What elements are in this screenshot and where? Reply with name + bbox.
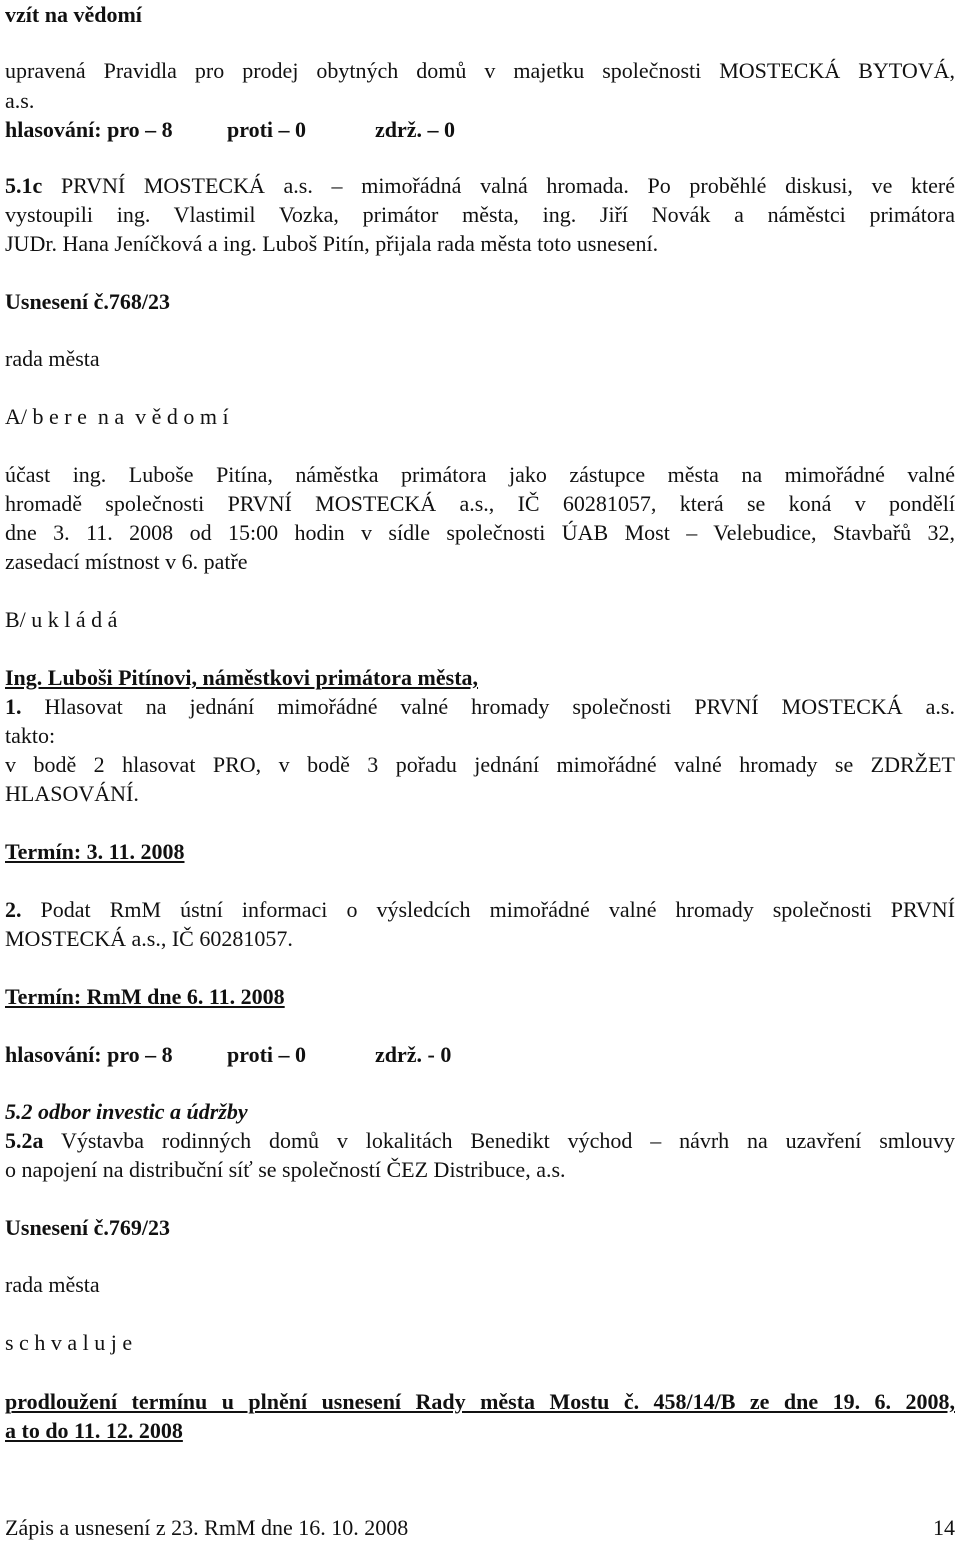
task1-text: Hlasovat na jednání mimořádné valné hromady společnosti PRVNÍ MOSTECKÁ a.s. — [44, 694, 955, 719]
task1-line3: v bodě 2 hlasovat PRO, v bodě 3 pořadu jednání mimořádné valné hromady se ZDRŽET — [5, 752, 955, 777]
top-heading: vzít na vědomí — [5, 2, 142, 27]
resolution-769-title: Usnesení č.769/23 — [5, 1215, 170, 1240]
item-5-2a-text: Výstavba rodinných domů v lokalitách Benedikt východ – návrh na uzavření smlouvy — [60, 1128, 955, 1153]
item-5-2a-line2: o napojení na distribuční síť se společností ČEZ Distribuce, a.s. — [5, 1157, 566, 1182]
resolution-769-line1: prodloužení termínu u plnění usnesení Rady města Mostu č. 458/14/B ze dne 19. 6. 2008, — [5, 1389, 955, 1414]
vote2-label: hlasování: pro – 8 — [5, 1042, 173, 1067]
resolution-768-section-b: B/ u k l á d á — [5, 607, 118, 632]
section-a-line2: hromadě společnosti PRVNÍ MOSTECKÁ a.s., IČ 60281057, která se koná v pondělí — [5, 491, 955, 516]
task2-line1 — [5, 895, 955, 924]
deadline-2: Termín: RmM dne 6. 11. 2008 — [5, 984, 285, 1009]
item1-line1: upravená Pravidla pro prodej obytných domů v majetku společnosti MOSTECKÁ BYTOVÁ, — [5, 58, 955, 83]
resolution-769-line2: a to do 11. 12. 2008 — [5, 1418, 183, 1443]
page-number: 14 — [933, 1515, 955, 1540]
section-a-line3: dne 3. 11. 2008 od 15:00 hodin v sídle společnosti ÚAB Most – Velebudice, Stavbařů 32, — [5, 520, 955, 545]
vote2-against: proti – 0 — [227, 1042, 307, 1067]
task2-text: Podat RmM ústní informaci o výsledcích mimořádné valné hromady společnosti PRVNÍ — [40, 897, 956, 922]
resolution-768-council: rada města — [5, 346, 100, 371]
task2-number: 2. — [5, 897, 22, 922]
item-5-1c-text: PRVNÍ MOSTECKÁ a.s. – mimořádná valná hromada. Po proběhlé diskusi, ve které — [60, 173, 955, 198]
item-5-1c-number: 5.1c — [5, 173, 43, 198]
task1-line4: HLASOVÁNÍ. — [5, 781, 139, 806]
vote1-abstain: zdrž. – 0 — [375, 117, 456, 142]
item-5-1c-line2: vystoupili ing. Vlastimil Vozka, primátor města, ing. Jiří Novák a náměstci primátora — [5, 202, 955, 227]
vote1-label: hlasování: pro – 8 — [5, 117, 173, 142]
resolution-769-verb: s c h v a l u j e — [5, 1330, 133, 1355]
section-5-2-heading: 5.2 odbor investic a údržby — [5, 1099, 248, 1124]
vote1-against: proti – 0 — [227, 117, 307, 142]
task2-line2: MOSTECKÁ a.s., IČ 60281057. — [5, 926, 293, 951]
resolution-768-title: Usnesení č.768/23 — [5, 289, 170, 314]
footer-title: Zápis a usnesení z 23. RmM dne 16. 10. 2008 — [5, 1515, 409, 1540]
vote2-abstain: zdrž. - 0 — [375, 1042, 452, 1067]
task1-line1 — [5, 692, 955, 721]
item-5-1c-line3: JUDr. Hana Jeníčková a ing. Luboš Pitín, přijala rada města toto usnesení. — [5, 231, 659, 256]
resolution-769-council: rada města — [5, 1272, 100, 1297]
item-5-2a-number: 5.2a — [5, 1128, 44, 1153]
item-5-2a-line1 — [5, 1126, 955, 1155]
section-a-line4: zasedací místnost v 6. patře — [5, 549, 248, 574]
section-a-line1: účast ing. Luboše Pitína, náměstka primátora jako zástupce města na mimořádné valné — [5, 462, 955, 487]
vote2 — [5, 1040, 955, 1069]
vote1 — [5, 115, 955, 144]
deadline-1: Termín: 3. 11. 2008 — [5, 839, 185, 864]
resolution-768-section-a: A/ b e r e n a v ě d o m í — [5, 404, 229, 429]
task1-number: 1. — [5, 694, 22, 719]
addressee: Ing. Luboši Pitínovi, náměstkovi primátora města, — [5, 665, 479, 690]
item1-line2: a.s. — [5, 88, 35, 113]
task1-line2: takto: — [5, 723, 56, 748]
item-5-1c-line1 — [5, 171, 955, 200]
